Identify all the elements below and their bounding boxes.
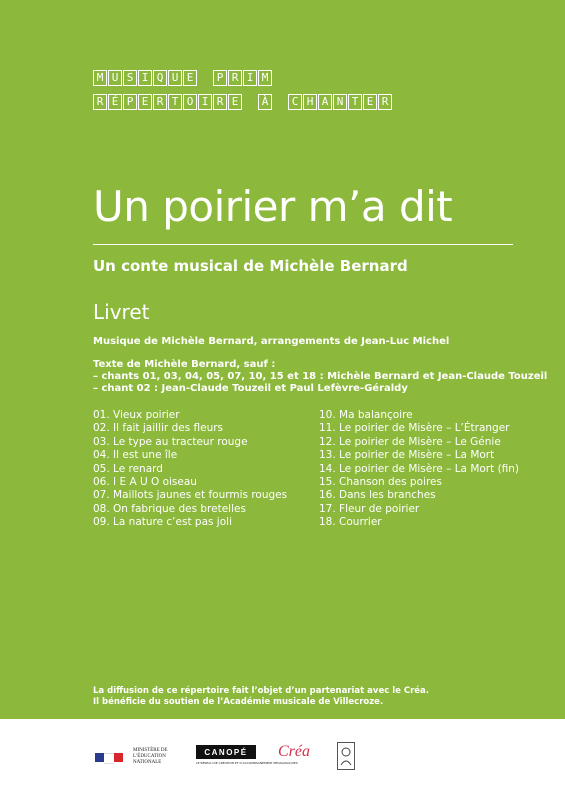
track-item: 02. Il fait jaillir des fleurs (93, 422, 224, 435)
series-letter: N (333, 94, 347, 110)
series-letter: R (153, 94, 167, 110)
text-credits-line: – chant 02 : Jean-Claude Touzeil et Paul Lefèvre-Géraldy (93, 383, 408, 394)
track-item: 16. Dans les branches (319, 489, 436, 502)
marianne-flag-icon (95, 747, 123, 767)
series-letter: I (243, 70, 257, 86)
series-letter: I (138, 70, 152, 86)
series-letter: O (183, 94, 197, 110)
series-letter: M (258, 70, 272, 86)
track-item: 05. Le renard (93, 462, 163, 475)
track-item: 03. Le type au tracteur rouge (93, 435, 248, 448)
crea-logo (278, 743, 310, 761)
series-letter: H (303, 94, 317, 110)
track-item: 14. Le poirier de Misère – La Mort (fin) (319, 462, 520, 475)
series-letter: E (363, 94, 377, 110)
track-item: 04. Il est une île (93, 449, 178, 462)
series-letter: R (213, 94, 227, 110)
section-heading: Livret (93, 300, 150, 324)
series-letter: E (138, 94, 152, 110)
track-item: 12. Le poirier de Misère – Le Génie (319, 435, 501, 448)
series-letter: T (348, 94, 362, 110)
text-credits (93, 359, 547, 395)
series-letter: S (123, 70, 137, 86)
track-item: 17. Fleur de poirier (319, 502, 420, 515)
canope-logo (196, 745, 298, 765)
track-item: 10. Ma balançoire (319, 409, 413, 421)
series-letter: M (93, 70, 107, 86)
series-line-2 (93, 94, 393, 112)
series-letter: R (228, 70, 242, 86)
series-letter: E (228, 94, 242, 110)
series-letter: P (123, 94, 137, 110)
series-letter: I (198, 94, 212, 110)
track-list-left (93, 409, 287, 530)
canope-subtitle: LE RÉSEAU DE CRÉATION ET D’ACCOMPAGNEMENT PÉDAGOGIQUES (196, 761, 298, 765)
track-item: 06. I E A U O oiseau (93, 476, 197, 489)
page-title: Un poirier m’a dit (93, 182, 453, 231)
track-item: 11. Le poirier de Misère – L’Étranger (319, 422, 510, 435)
logo-bar (0, 719, 565, 800)
text-credits-line: Texte de Michèle Bernard, sauf : (93, 359, 276, 370)
series-letter: U (168, 70, 182, 86)
track-item: 18. Courrier (319, 516, 382, 529)
academie-logo-icon (337, 742, 355, 770)
series-letter: E (183, 70, 197, 86)
partnership-note (93, 686, 429, 708)
track-item: 15. Chanson des poires (319, 476, 442, 489)
series-letter: P (213, 70, 227, 86)
series-letter (198, 70, 212, 86)
ministere-label: MINISTÈRE DE L’ÉDUCATION NATIONALE (133, 748, 168, 765)
track-item: 09. La nature c’est pas joli (93, 516, 232, 529)
series-letter (273, 94, 287, 110)
subtitle: Un conte musical de Michèle Bernard (93, 257, 408, 275)
crea-label: Créa (278, 743, 310, 760)
series-letter: É (108, 94, 122, 110)
ministere-logo (95, 747, 181, 767)
series-letter: C (288, 94, 302, 110)
series-letter: R (378, 94, 392, 110)
track-item: 13. Le poirier de Misère – La Mort (319, 449, 495, 462)
series-letter: À (258, 94, 272, 110)
series-letter: U (108, 70, 122, 86)
canope-label: CANOPÉ (204, 747, 248, 757)
track-item: 01. Vieux poirier (93, 409, 180, 421)
series-letter: A (318, 94, 332, 110)
series-letter (243, 94, 257, 110)
title-divider (93, 244, 513, 245)
series-letter: R (93, 94, 107, 110)
partnership-line: La diffusion de ce répertoire fait l’objet d’un partenariat avec le Créa. (93, 686, 430, 696)
series-header (93, 70, 393, 118)
track-list-right (319, 409, 519, 530)
track-item: 08. On fabrique des bretelles (93, 502, 246, 515)
track-item: 07. Maillots jaunes et fourmis rouges (93, 489, 288, 502)
partnership-line: Il bénéficie du soutien de l’Académie musicale de Villecroze. (93, 697, 384, 707)
series-letter: T (168, 94, 182, 110)
music-credits: Musique de Michèle Bernard, arrangements de Jean-Luc Michel (93, 336, 450, 347)
series-letter: Q (153, 70, 167, 86)
text-credits-line: – chants 01, 03, 04, 05, 07, 10, 15 et 18 : Michèle Bernard et Jean-Claude Touzeil (93, 371, 548, 382)
series-line-1 (93, 70, 393, 88)
